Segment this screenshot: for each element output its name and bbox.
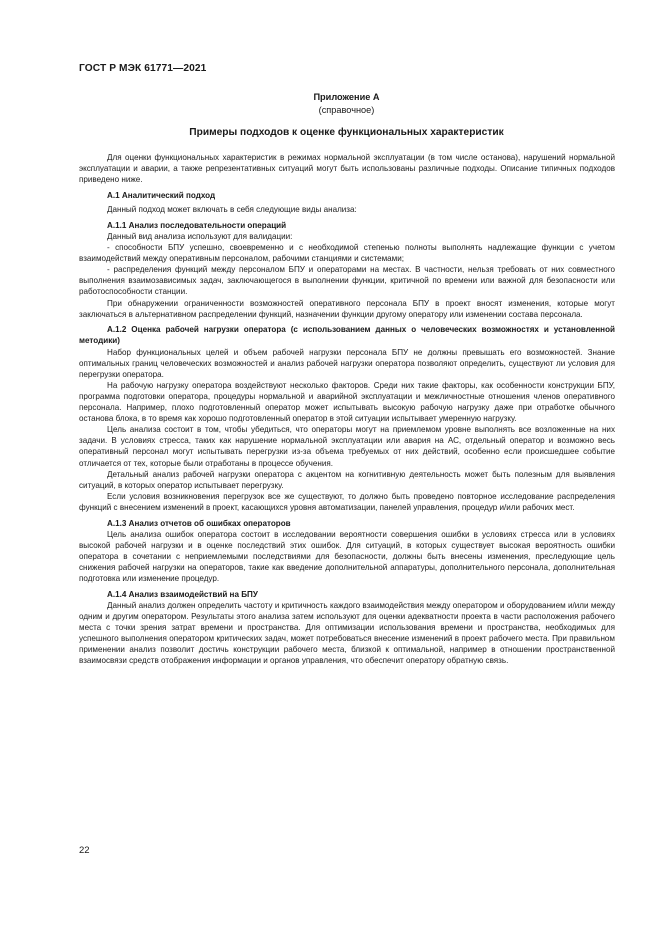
paragraph: Данный вид анализа используют для валидации: (107, 231, 293, 241)
appendix-title: Примеры подходов к оценке функциональных характеристик (189, 127, 504, 138)
paragraph: Набор функциональных целей и объем рабочей нагрузки персонала БПУ не должны превышать его возможностей. Знание оптимальных границ человеческих возможностей и анализ рабочей нагрузки оператора позволяют определить, существуют ли условия для перегрузки оператора. (79, 347, 615, 379)
section-heading-a1-2: А.1.2 Оценка рабочей нагрузки оператора (с использованием данных о человеческих возможностях и установленной методики) (79, 325, 615, 346)
list-item: - способности БПУ успешно, своевременно и с необходимой степенью полноты выполнять надлежащие функции с учетом взаимодействий между оперативным персоналом, рабочими станциями и системами; (79, 243, 615, 264)
paragraph: При обнаружении ограниченности возможностей оперативного персонала БПУ в проект вносят изменения, которые могут заключаться в альтернативном распределении функций, назначении функции другому оператору или изменении состава персонала. (79, 298, 615, 319)
page-number: 22 (79, 845, 90, 856)
section-heading-a1-1: А.1.1 Анализ последовательности операций (107, 220, 287, 230)
paragraph: Если условия возникновения перегрузок все же существуют, то должно быть проведено повторное исследование распределения функций с внесением изменений в проект, касающихся уровня автоматизации, панелей управления, процедур и/или рабочих мест. (79, 491, 615, 512)
appendix-label: Приложение А (313, 92, 380, 102)
standard-header: ГОСТ Р МЭК 61771—2021 (79, 63, 207, 74)
appendix-heading (79, 91, 614, 116)
intro-paragraph: Для оценки функциональных характеристик в режимах нормальной эксплуатации (в том числе останова), нарушений нормальной эксплуатации и аварии, а также репрезентативных ситуаций могут быть использованы различные подходы. Описание типичных подходов приведено ниже. (79, 153, 615, 185)
document-body (79, 152, 615, 667)
paragraph: Цель анализа состоит в том, чтобы убедиться, что операторы могут на приемлемом уровне выполнять все возложенные на них задачи. В условиях стресса, таких как нарушение нормальной эксплуатации или авария на АС, отдельный оператор и возможно весь оперативный персонал могут испытывать перегрузки из-за объема требуемых от них действий, особенно если происшедшее событие отличается от тех, которые были отработаны в процессе обучения. (79, 425, 615, 468)
list-item: - распределения функций между персоналом БПУ и операторами на местах. В частности, нельзя требовать от них совместного выполнения взаимозависимых задач, заключающегося в выполнении функции, критичной по времени или важной для безопасности или работоспособности станции. (79, 265, 615, 297)
paragraph: Данный подход может включать в себя следующие виды анализа: (107, 205, 357, 215)
appendix-kind: (справочное) (318, 104, 375, 115)
paragraph: На рабочую нагрузку оператора воздействуют несколько факторов. Среди них такие факторы, как особенности конструкции БПУ, программа подготовки оператора, процедуры нормальной и аварийной эксплуатации и межличностные отношения членов оперативного персонала. Например, плохо подготовленный оператор может испытывать высокую рабочую нагрузку даже при отработке обычного останова блока, в то время как хорошо подготовленный оператор в этой ситуации испытывает умеренную нагрузку. (79, 380, 615, 424)
paragraph: Детальный анализ рабочей нагрузки оператора с акцентом на когнитивную деятельность может быть полезным для выявления ситуаций, в которых оператор испытывает перегрузку. (79, 469, 615, 490)
section-heading-a1-4: А.1.4 Анализ взаимодействий на БПУ (107, 589, 258, 599)
paragraph: Цель анализа ошибок оператора состоит в исследовании вероятности совершения ошибки в условиях стресса или в условиях высокой рабочей нагрузки и в оценке последствий этих ошибок. Для ситуаций, в которых существует высокая вероятность ошибки оператора в сочетании с неприемлемыми последствиями для безопасности, должны быть внесены изменения, преследующие цель снижения рабочей нагрузки на операторов, такие как введение дополнительной аппаратуры, дополнительного персонала, дополнительная подготовка или изменение процедур. (79, 529, 615, 584)
section-heading-a1: А.1 Аналитический подход (107, 190, 216, 200)
section-heading-a1-3: А.1.3 Анализ отчетов об ошибках операторов (107, 518, 291, 528)
paragraph: Данный анализ должен определить частоту и критичность каждого взаимодействия между оператором и оборудованием и/или между одним и другим оператором. Результаты этого анализа затем используют для оценки адекватности проекта в части расположения рабочего места с точки зрения затрат времени и пространства. Для оптимизации использования времени и пространства, необходимых для успешного выполнения оператором критических задач, может потребоваться внесение изменений в проект рабочего места. При правильном применении анализ позволит достичь конструкции рабочего места, близкой к оптимальной, например в отношении пространственной взаимосвязи средств отображения информации и органов управления, что обеспечит оператору обратную связь. (79, 601, 615, 666)
